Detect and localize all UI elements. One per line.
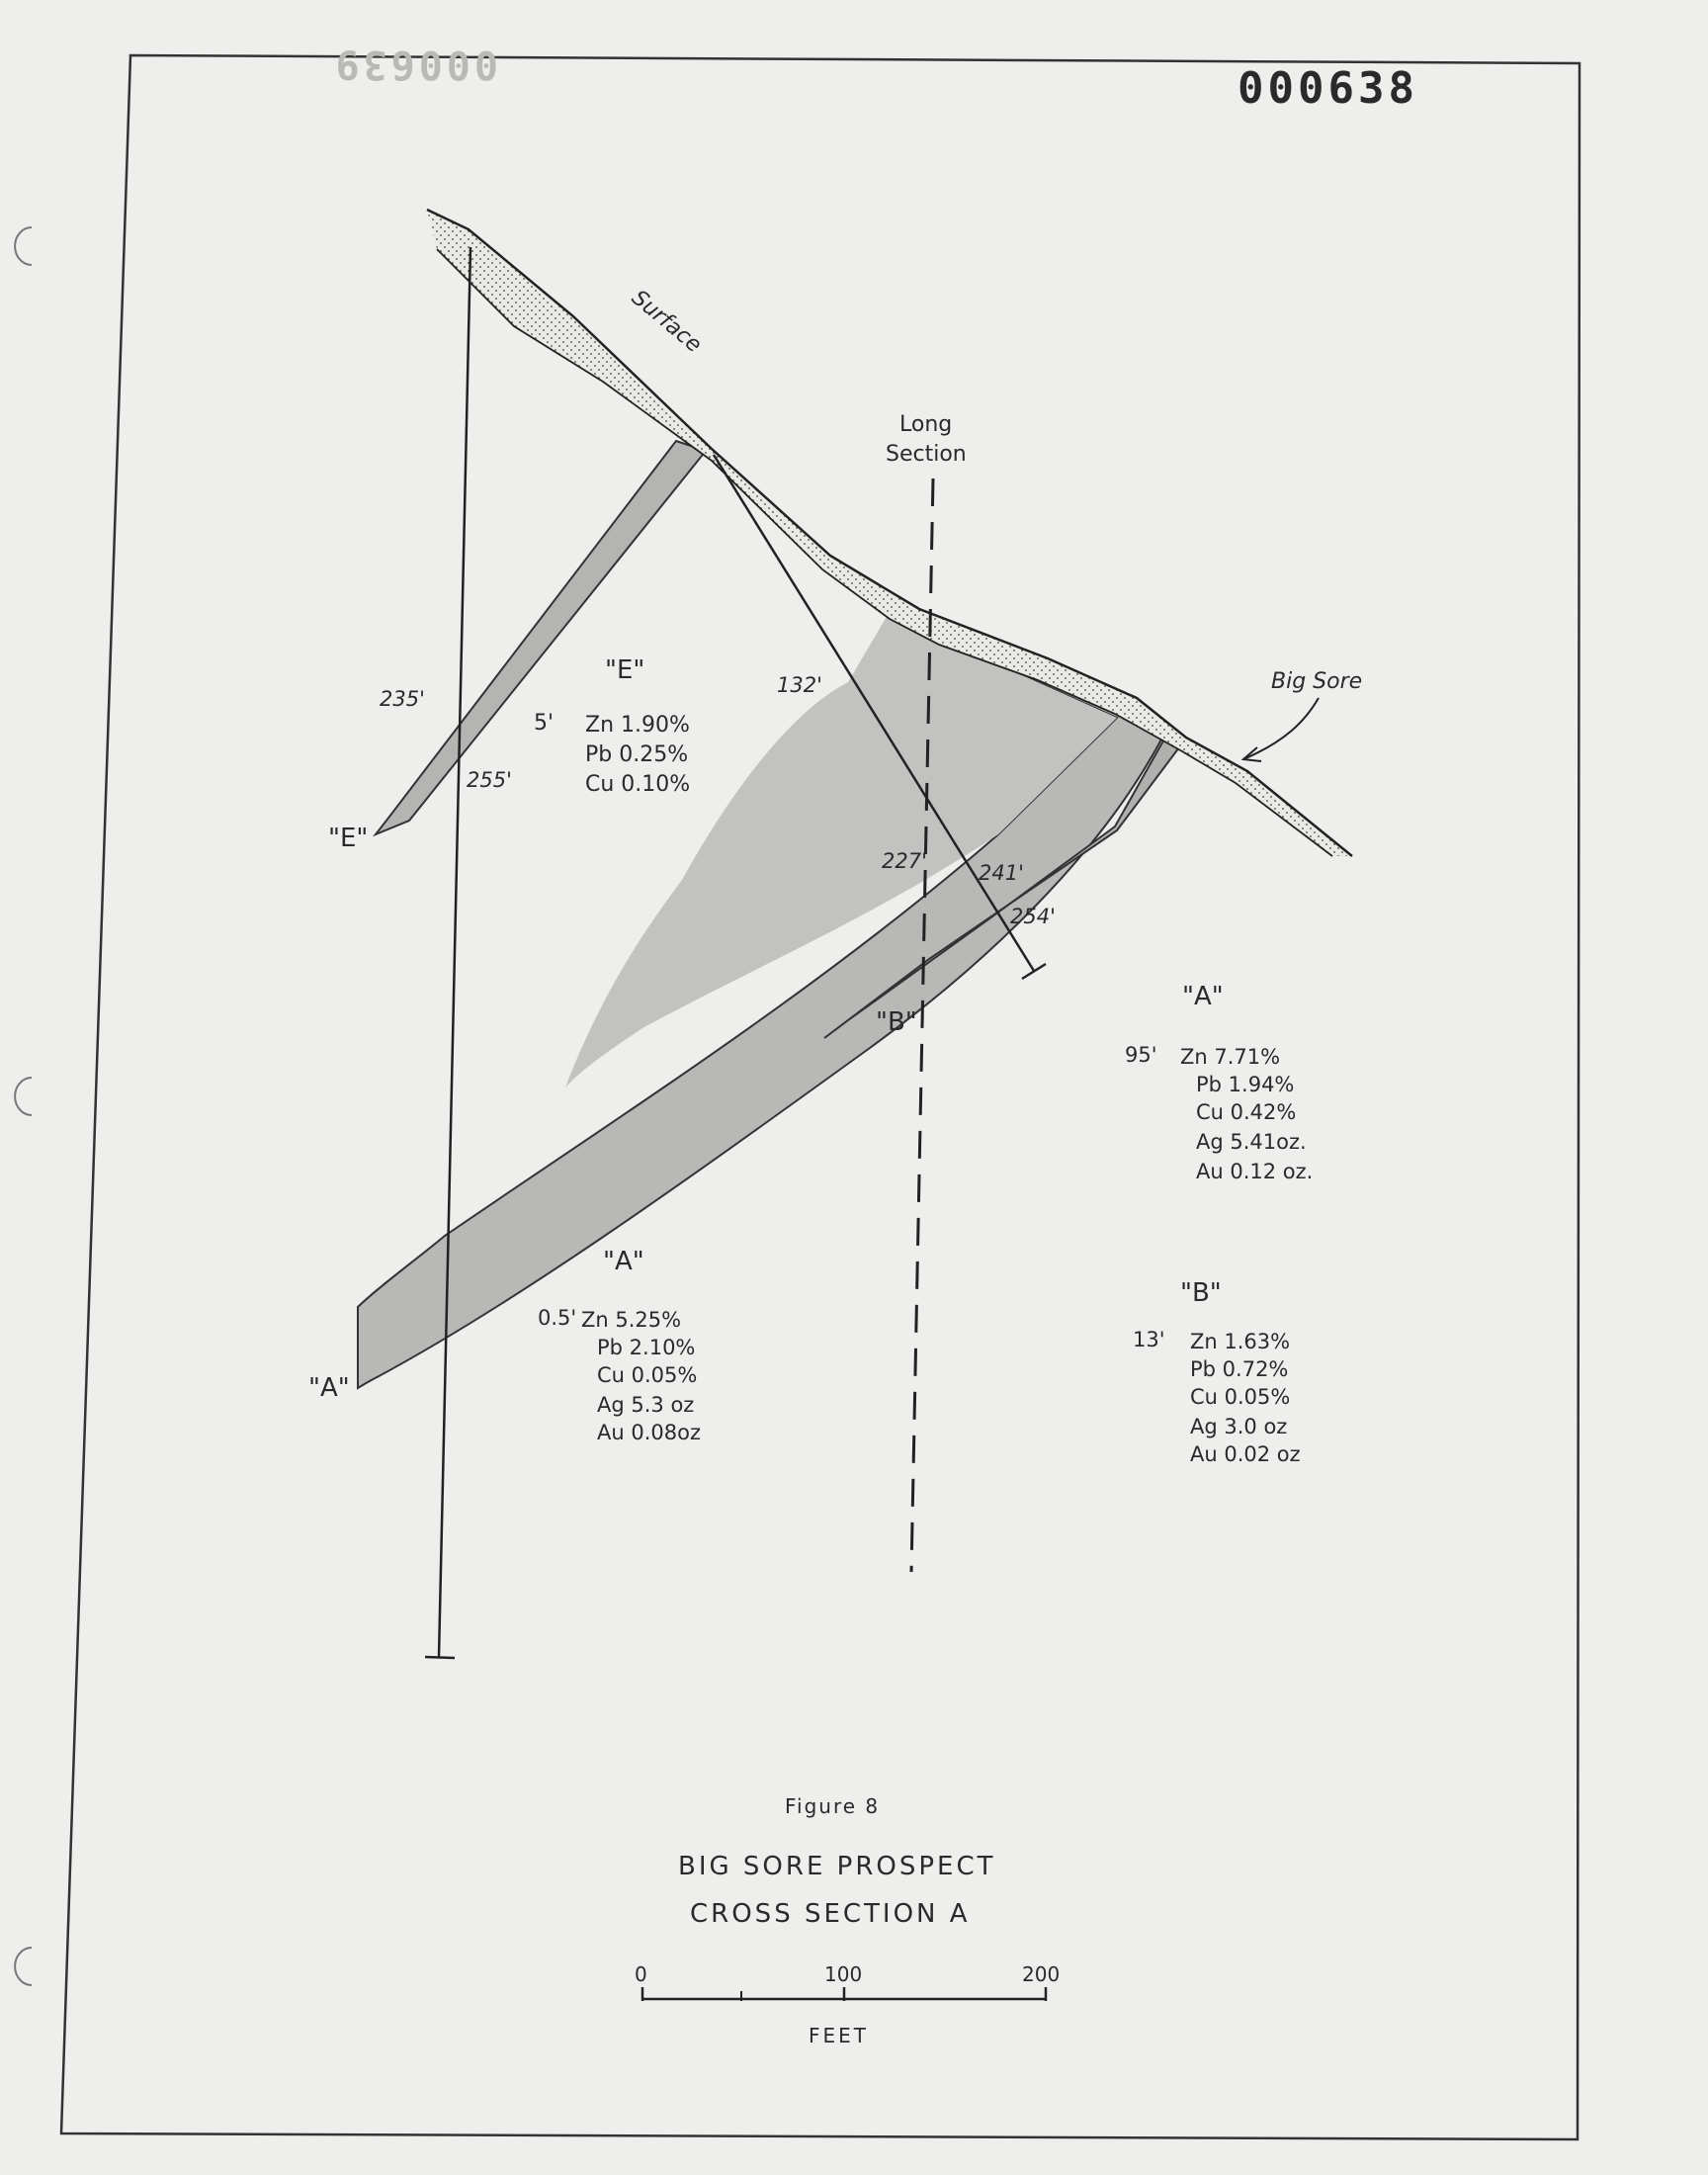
assay-block-a-right (1125, 1043, 1313, 1183)
assay-a-right-line: Au 0.12 oz. (1196, 1160, 1314, 1183)
assay-a-right-line: Ag 5.41oz. (1196, 1130, 1307, 1154)
scale-unit: FEET (809, 2024, 869, 2047)
drill-hole-inclined-end (1022, 964, 1046, 979)
big-sore-label: Big Sore (1271, 669, 1363, 694)
surface-label: Surface (627, 285, 707, 358)
figure-title: BIG SORE PROSPECT (678, 1852, 996, 1881)
depth-227: 227' (882, 849, 927, 873)
punch-hole-top (15, 227, 32, 265)
scale-label-100: 100 (824, 1962, 863, 1986)
depth-235: 235' (380, 687, 425, 711)
assay-b-line: Zn 1.63% (1190, 1330, 1291, 1353)
figure-number: Figure 8 (785, 1794, 881, 1818)
punch-hole-middle (15, 1078, 32, 1115)
assay-a-right-thickness: 95' (1125, 1043, 1157, 1067)
zone-a-right-label: "A" (1182, 982, 1224, 1011)
assay-a-right-line: Zn 7.71% (1180, 1045, 1281, 1069)
assay-block-e (534, 711, 690, 797)
long-section-label-line1: Long (899, 412, 953, 437)
depth-255: 255' (467, 768, 512, 792)
drill-hole-vertical (439, 247, 470, 1657)
assay-block-a-left (538, 1306, 701, 1444)
scale-label-0: 0 (635, 1962, 647, 1986)
assay-e-line: Cu 0.10% (585, 772, 691, 797)
assay-a-left-line: Cu 0.05% (597, 1363, 698, 1387)
depth-132: 132' (777, 673, 822, 697)
zone-a-end-label: "A" (308, 1373, 350, 1403)
depth-254: 254' (1010, 905, 1056, 928)
scale-label-200: 200 (1022, 1962, 1061, 1986)
zone-a-left-label: "A" (603, 1247, 644, 1276)
assay-b-line: Ag 3.0 oz (1190, 1415, 1288, 1438)
drill-hole-vertical-end (425, 1657, 455, 1658)
assay-block-b (1133, 1328, 1301, 1466)
assay-b-thickness: 13' (1133, 1328, 1165, 1351)
assay-e-thickness: 5' (534, 711, 555, 736)
stamp-number: 000638 (1238, 63, 1418, 114)
figure-subtitle: CROSS SECTION A (690, 1899, 971, 1929)
page-frame (61, 55, 1580, 2139)
assay-e-line: Zn 1.90% (585, 713, 690, 738)
assay-a-right-line: Pb 1.94% (1196, 1073, 1295, 1096)
ghost-stamp-number: 000639 (331, 42, 498, 87)
punch-hole-bottom (15, 1948, 32, 1985)
zone-b-label: "B" (876, 1007, 917, 1037)
zone-e-label: "E" (605, 655, 645, 685)
assay-b-line: Au 0.02 oz (1190, 1442, 1301, 1466)
assay-a-left-line: Pb 2.10% (597, 1336, 696, 1359)
assay-a-left-line: Ag 5.3 oz (597, 1393, 695, 1417)
assay-a-right-line: Cu 0.42% (1196, 1100, 1297, 1124)
assay-b-line: Cu 0.05% (1190, 1385, 1291, 1409)
long-section-label-line2: Section (886, 442, 967, 467)
assay-e-line: Pb 0.25% (585, 742, 689, 767)
zone-b-right-label: "B" (1180, 1278, 1222, 1308)
assay-a-left-thickness: 0.5' (538, 1306, 577, 1330)
assay-a-left-line: Au 0.08oz (597, 1421, 701, 1444)
zone-e-end-label: "E" (328, 824, 369, 853)
assay-a-left-line: Zn 5.25% (581, 1308, 682, 1332)
assay-b-line: Pb 0.72% (1190, 1357, 1289, 1381)
scale-bar (635, 1962, 1060, 2047)
depth-241: 241' (979, 861, 1024, 885)
